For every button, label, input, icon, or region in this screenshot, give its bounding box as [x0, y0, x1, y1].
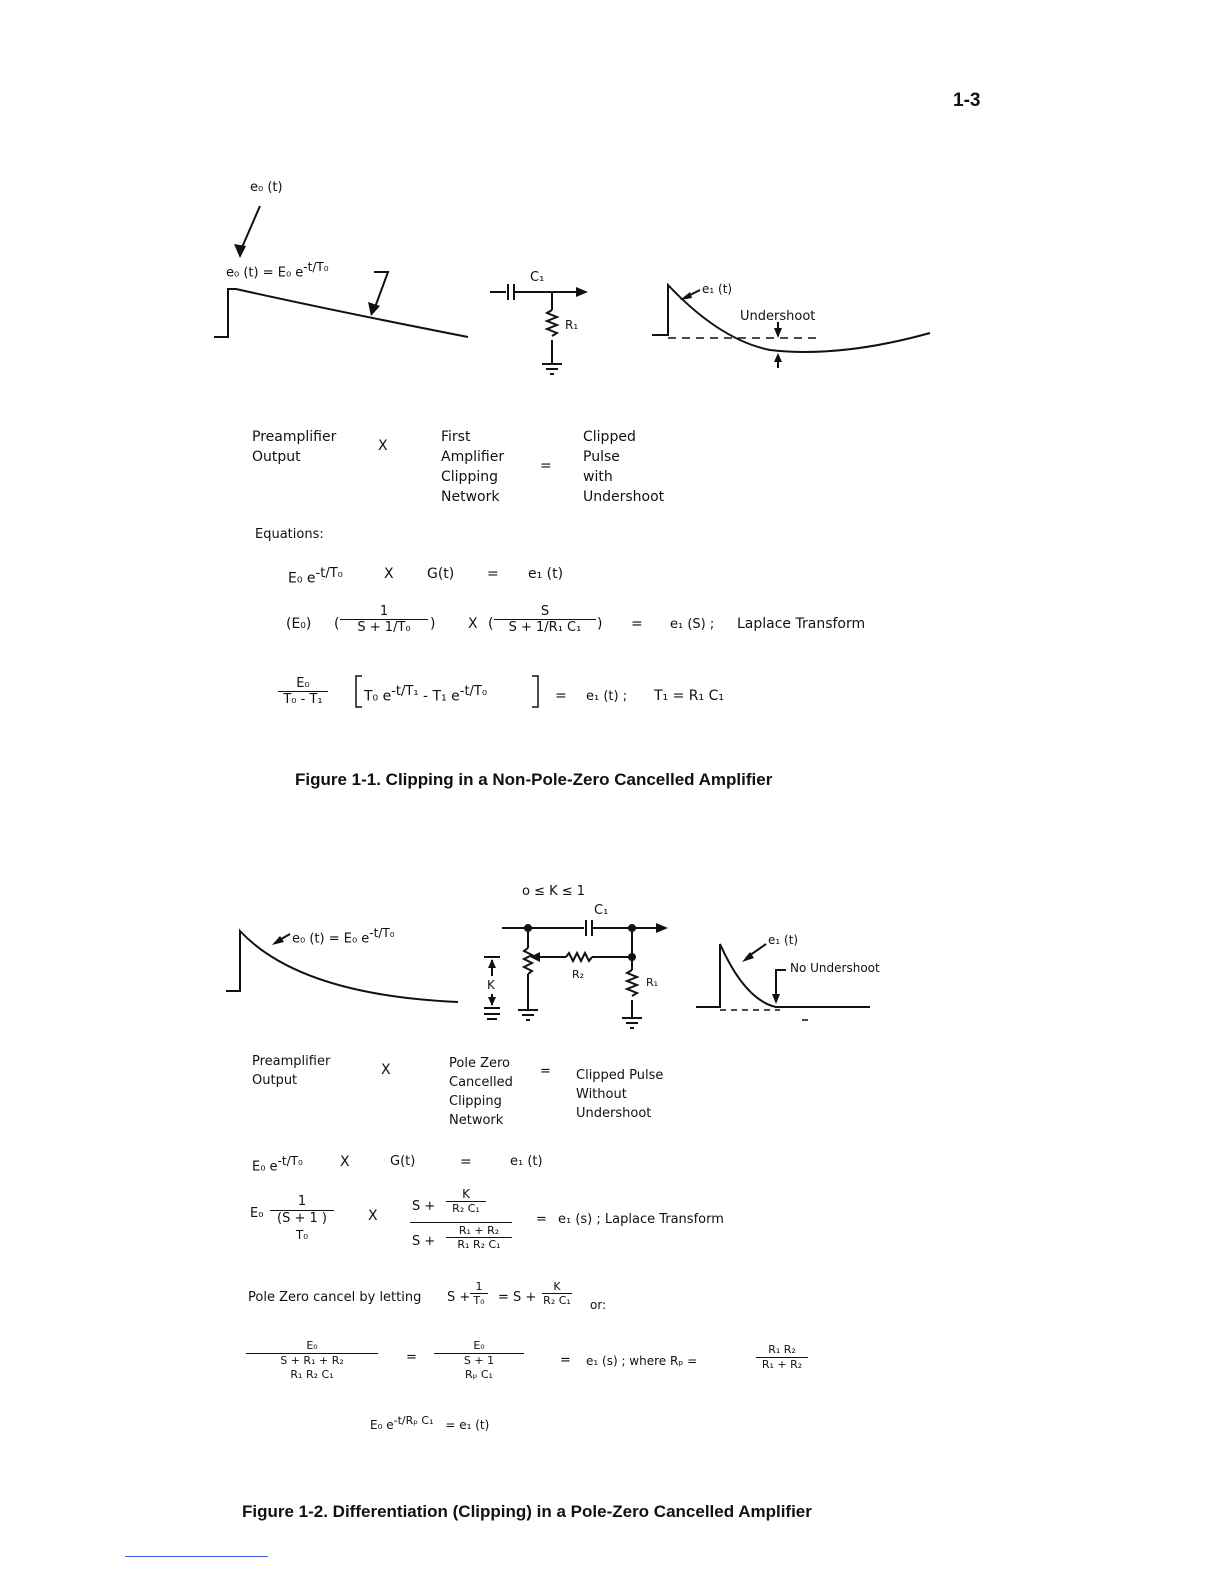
f2-clipped-block: [576, 1066, 663, 1123]
equals-sign: =: [540, 458, 552, 474]
f2-eo-label-base: e₀ (t) = E₀ e: [292, 931, 370, 947]
f1-eq3-exp1: -t/T₁: [391, 684, 419, 699]
f2-e1-label: e₁ (t): [768, 933, 799, 947]
f1-eq3-eq: =: [555, 688, 567, 704]
preamp-line-2: Output: [252, 449, 301, 465]
f2-eq2-frac1: [270, 1194, 334, 1243]
f2-pz-line-2: Cancelled: [449, 1075, 513, 1090]
f2-eq4-num1: E₀: [246, 1339, 378, 1354]
no-undershoot-label: No Undershoot: [790, 961, 880, 975]
f2-r1-label: R₁: [646, 976, 659, 989]
f1-eq2-open1: (: [334, 616, 340, 632]
f2-noundershoot-arrowhead: [772, 994, 780, 1004]
f2-eq2-den1: (S + 1 ): [277, 1211, 327, 1226]
f2-eq4-rp-num: R₁ R₂: [756, 1343, 808, 1358]
f2-eq2-den-s: S +: [412, 1234, 436, 1249]
f1-eq3-exp2: -t/T₀: [459, 684, 488, 699]
f2-eq4-num2: E₀: [434, 1339, 524, 1354]
f2-eq2-denfrac: [446, 1224, 512, 1251]
f2-preamp-line-2: Output: [252, 1073, 298, 1088]
f1-eq2-num2: S: [494, 604, 596, 620]
f2-r1-resistor: [627, 970, 637, 996]
f2-eq4-r: e₁ (s) ; where Rₚ =: [586, 1354, 698, 1368]
f1-eq3-t1: T₁ = R₁ C₁: [654, 688, 724, 704]
footer-rule: [125, 1556, 268, 1557]
f2-eq3-or: or:: [590, 1298, 607, 1312]
f2-eq5-a: E₀ e: [370, 1418, 394, 1432]
f2-pot-resistor: [524, 948, 532, 974]
f1-eq1-a-exp: -t/T₀: [315, 566, 343, 581]
equations-label: Equations:: [255, 527, 324, 542]
f2-eq1-a-base: E₀ e: [252, 1159, 278, 1175]
f2-eo-label-exp: -t/T₀: [369, 926, 395, 940]
f2-output-arrowhead: [656, 923, 668, 933]
f1-eq3-num: E₀: [278, 676, 328, 692]
figure-1-2-caption: Figure 1-2. Differentiation (Clipping) in a Pole-Zero Cancelled Amplifier: [242, 1502, 812, 1521]
f2-r2-label: R₂: [572, 968, 585, 981]
f1-eq2-note: Laplace Transform: [737, 616, 866, 632]
f1-eq2-eo: (E₀): [286, 616, 312, 632]
f2-eq1-r: e₁ (t): [510, 1154, 543, 1169]
f2-eq3-text: Pole Zero cancel by letting: [248, 1290, 422, 1305]
f2-eq2-den-top: R₁ + R₂: [446, 1224, 512, 1238]
f1-eq2-x: X: [468, 616, 478, 632]
f2-eq4-den1a: S + R₁ + R₂: [280, 1354, 344, 1367]
f2-pz-block: [449, 1054, 513, 1130]
f1-eq2-close1: ): [430, 616, 436, 632]
f2-eq3-rc: R₂ C₁: [543, 1294, 571, 1307]
f2-eq3-eq: = S +: [498, 1290, 537, 1305]
f2-eq1-x: X: [340, 1154, 350, 1170]
f1-eq3-t0: T₀ e: [364, 688, 392, 705]
f2-eq4-frac1: [246, 1339, 378, 1382]
f1-eq2-r: e₁ (S) ;: [670, 617, 715, 632]
k-range-label: o ≤ K ≤ 1: [522, 884, 586, 899]
f2-eq5-eq: = e₁ (t): [445, 1418, 490, 1432]
f1-eq1-r: e₁ (t): [528, 566, 564, 582]
f2-equals-sign: =: [540, 1064, 551, 1079]
f2-preamp-block: [252, 1052, 330, 1090]
f2-eq3-k: K: [542, 1280, 572, 1294]
f2-eq2-den-bot: R₁ R₂ C₁: [457, 1238, 501, 1251]
f2-eq4-rp-den: R₁ + R₂: [761, 1358, 803, 1371]
multiply-sign: X: [378, 438, 388, 454]
first-amp-line-3: Clipping: [441, 469, 498, 485]
f2-eq3-frac2: [542, 1280, 572, 1307]
e1-label: e₁ (t): [702, 282, 733, 296]
first-amp-line-1: First: [441, 429, 471, 445]
f2-r2-resistor: [566, 953, 592, 961]
f2-pz-line-1: Pole Zero: [449, 1056, 510, 1071]
f2-eq1-eq: =: [460, 1154, 472, 1170]
f2-k-arrow-down: [488, 997, 496, 1006]
f2-multiply-sign: X: [381, 1062, 391, 1078]
f2-eq4-den2b: Rₚ C₁: [465, 1368, 493, 1381]
f2-k-label: K: [487, 978, 495, 992]
f2-eq4-frac2: [434, 1339, 524, 1382]
f2-eq1-a-exp: -t/T₀: [277, 1154, 303, 1168]
f2-eq5: [370, 1414, 489, 1432]
f1-eq2-eq: =: [631, 616, 643, 632]
first-amp-line-2: Amplifier: [441, 449, 505, 465]
f1-eq2-num1: 1: [340, 604, 428, 620]
f2-eq1-g: G(t): [390, 1154, 416, 1169]
f1-eq3-den: T₀ - T₁: [283, 692, 323, 707]
f2-eq4-eq1: =: [406, 1350, 417, 1365]
f1-eq2-den1: S + 1/T₀: [357, 620, 411, 635]
f2-preamp-line-1: Preamplifier: [252, 1054, 331, 1069]
f2-eq4-den2a: S + 1: [463, 1354, 495, 1367]
f2-clipped-line-3: Undershoot: [576, 1106, 652, 1121]
f2-output-pulse: [696, 944, 870, 1007]
clipped-line-1: Clipped: [583, 429, 636, 445]
f2-eq2-mainbar: [410, 1222, 512, 1223]
f2-eq4-rp-frac: [756, 1343, 808, 1372]
r1-label: R₁: [565, 318, 579, 332]
f2-eq3-one: 1: [470, 1280, 488, 1294]
clipped-line-4: Undershoot: [583, 489, 665, 505]
f2-eq1-a: [252, 1154, 303, 1174]
f1-eq1-a-base: E₀ e: [288, 570, 316, 587]
f2-pz-line-4: Network: [449, 1113, 504, 1128]
undershoot-label: Undershoot: [740, 309, 816, 324]
f2-eq2-den1b: T₀: [295, 1228, 309, 1242]
f1-eq3-mid: - T₁ e: [418, 688, 460, 705]
clipped-line-3: with: [583, 469, 613, 485]
eo-equation-exp: -t/T₀: [303, 260, 329, 274]
f2-clipped-line-2: Without: [576, 1087, 627, 1102]
first-amp-line-4: Network: [441, 489, 500, 505]
preamp-line-1: Preamplifier: [252, 429, 337, 445]
f2-eq4-den1b: R₁ R₂ C₁: [290, 1368, 334, 1381]
f2-eq5-exp: -t/Rₚ C₁: [393, 1414, 434, 1427]
eo-label: e₀ (t): [250, 180, 283, 195]
f2-wiper-arrowhead: [530, 952, 540, 962]
f2-eq2-r: e₁ (s) ; Laplace Transform: [558, 1212, 724, 1227]
f2-pz-line-3: Clipping: [449, 1094, 502, 1109]
f2-eq3-to: T₀: [473, 1294, 485, 1307]
f2-eo-label: [292, 926, 395, 946]
f2-eq2-num-s: S +: [412, 1199, 436, 1214]
f2-eq2-num1: 1: [270, 1194, 334, 1211]
page-number: 1-3: [953, 90, 981, 111]
f2-eq3-frac1: [470, 1280, 488, 1307]
f2-noundershoot-arrow-line: [776, 970, 786, 998]
f2-c1-label: C₁: [594, 903, 609, 918]
f2-eq2-num-k: K: [446, 1188, 486, 1202]
f1-eq1-g: G(t): [427, 566, 455, 582]
eo-equation-base: e₀ (t) = E₀ e: [226, 265, 304, 281]
f2-eq2-eq: =: [536, 1212, 547, 1227]
f2-k-arrow-up: [488, 959, 496, 968]
f2-eq2-numfrac: [446, 1188, 486, 1215]
f1-eq1-x: X: [384, 566, 394, 582]
figure-1-1-caption: Figure 1-1. Clipping in a Non-Pole-Zero Cancelled Amplifier: [295, 770, 773, 789]
f2-eq3-s1: S +: [447, 1290, 471, 1305]
clipped-line-2: Pulse: [583, 449, 620, 465]
f2-eq2-eo: E₀: [250, 1206, 264, 1221]
f1-eq1-eq: =: [487, 566, 499, 582]
f1-eq3-r: e₁ (t) ;: [586, 689, 628, 704]
f1-eq2-den2: S + 1/R₁ C₁: [508, 620, 582, 635]
f2-eq2-x: X: [368, 1208, 378, 1224]
f1-eq2-close2: ): [597, 616, 603, 632]
f2-eq4-eq2: =: [560, 1353, 571, 1368]
c1-label: C₁: [530, 270, 545, 285]
f2-clipped-line-1: Clipped Pulse: [576, 1068, 664, 1083]
f1-eq2-open2: (: [488, 616, 494, 632]
f2-eq2-num-kden: R₂ C₁: [452, 1202, 480, 1215]
